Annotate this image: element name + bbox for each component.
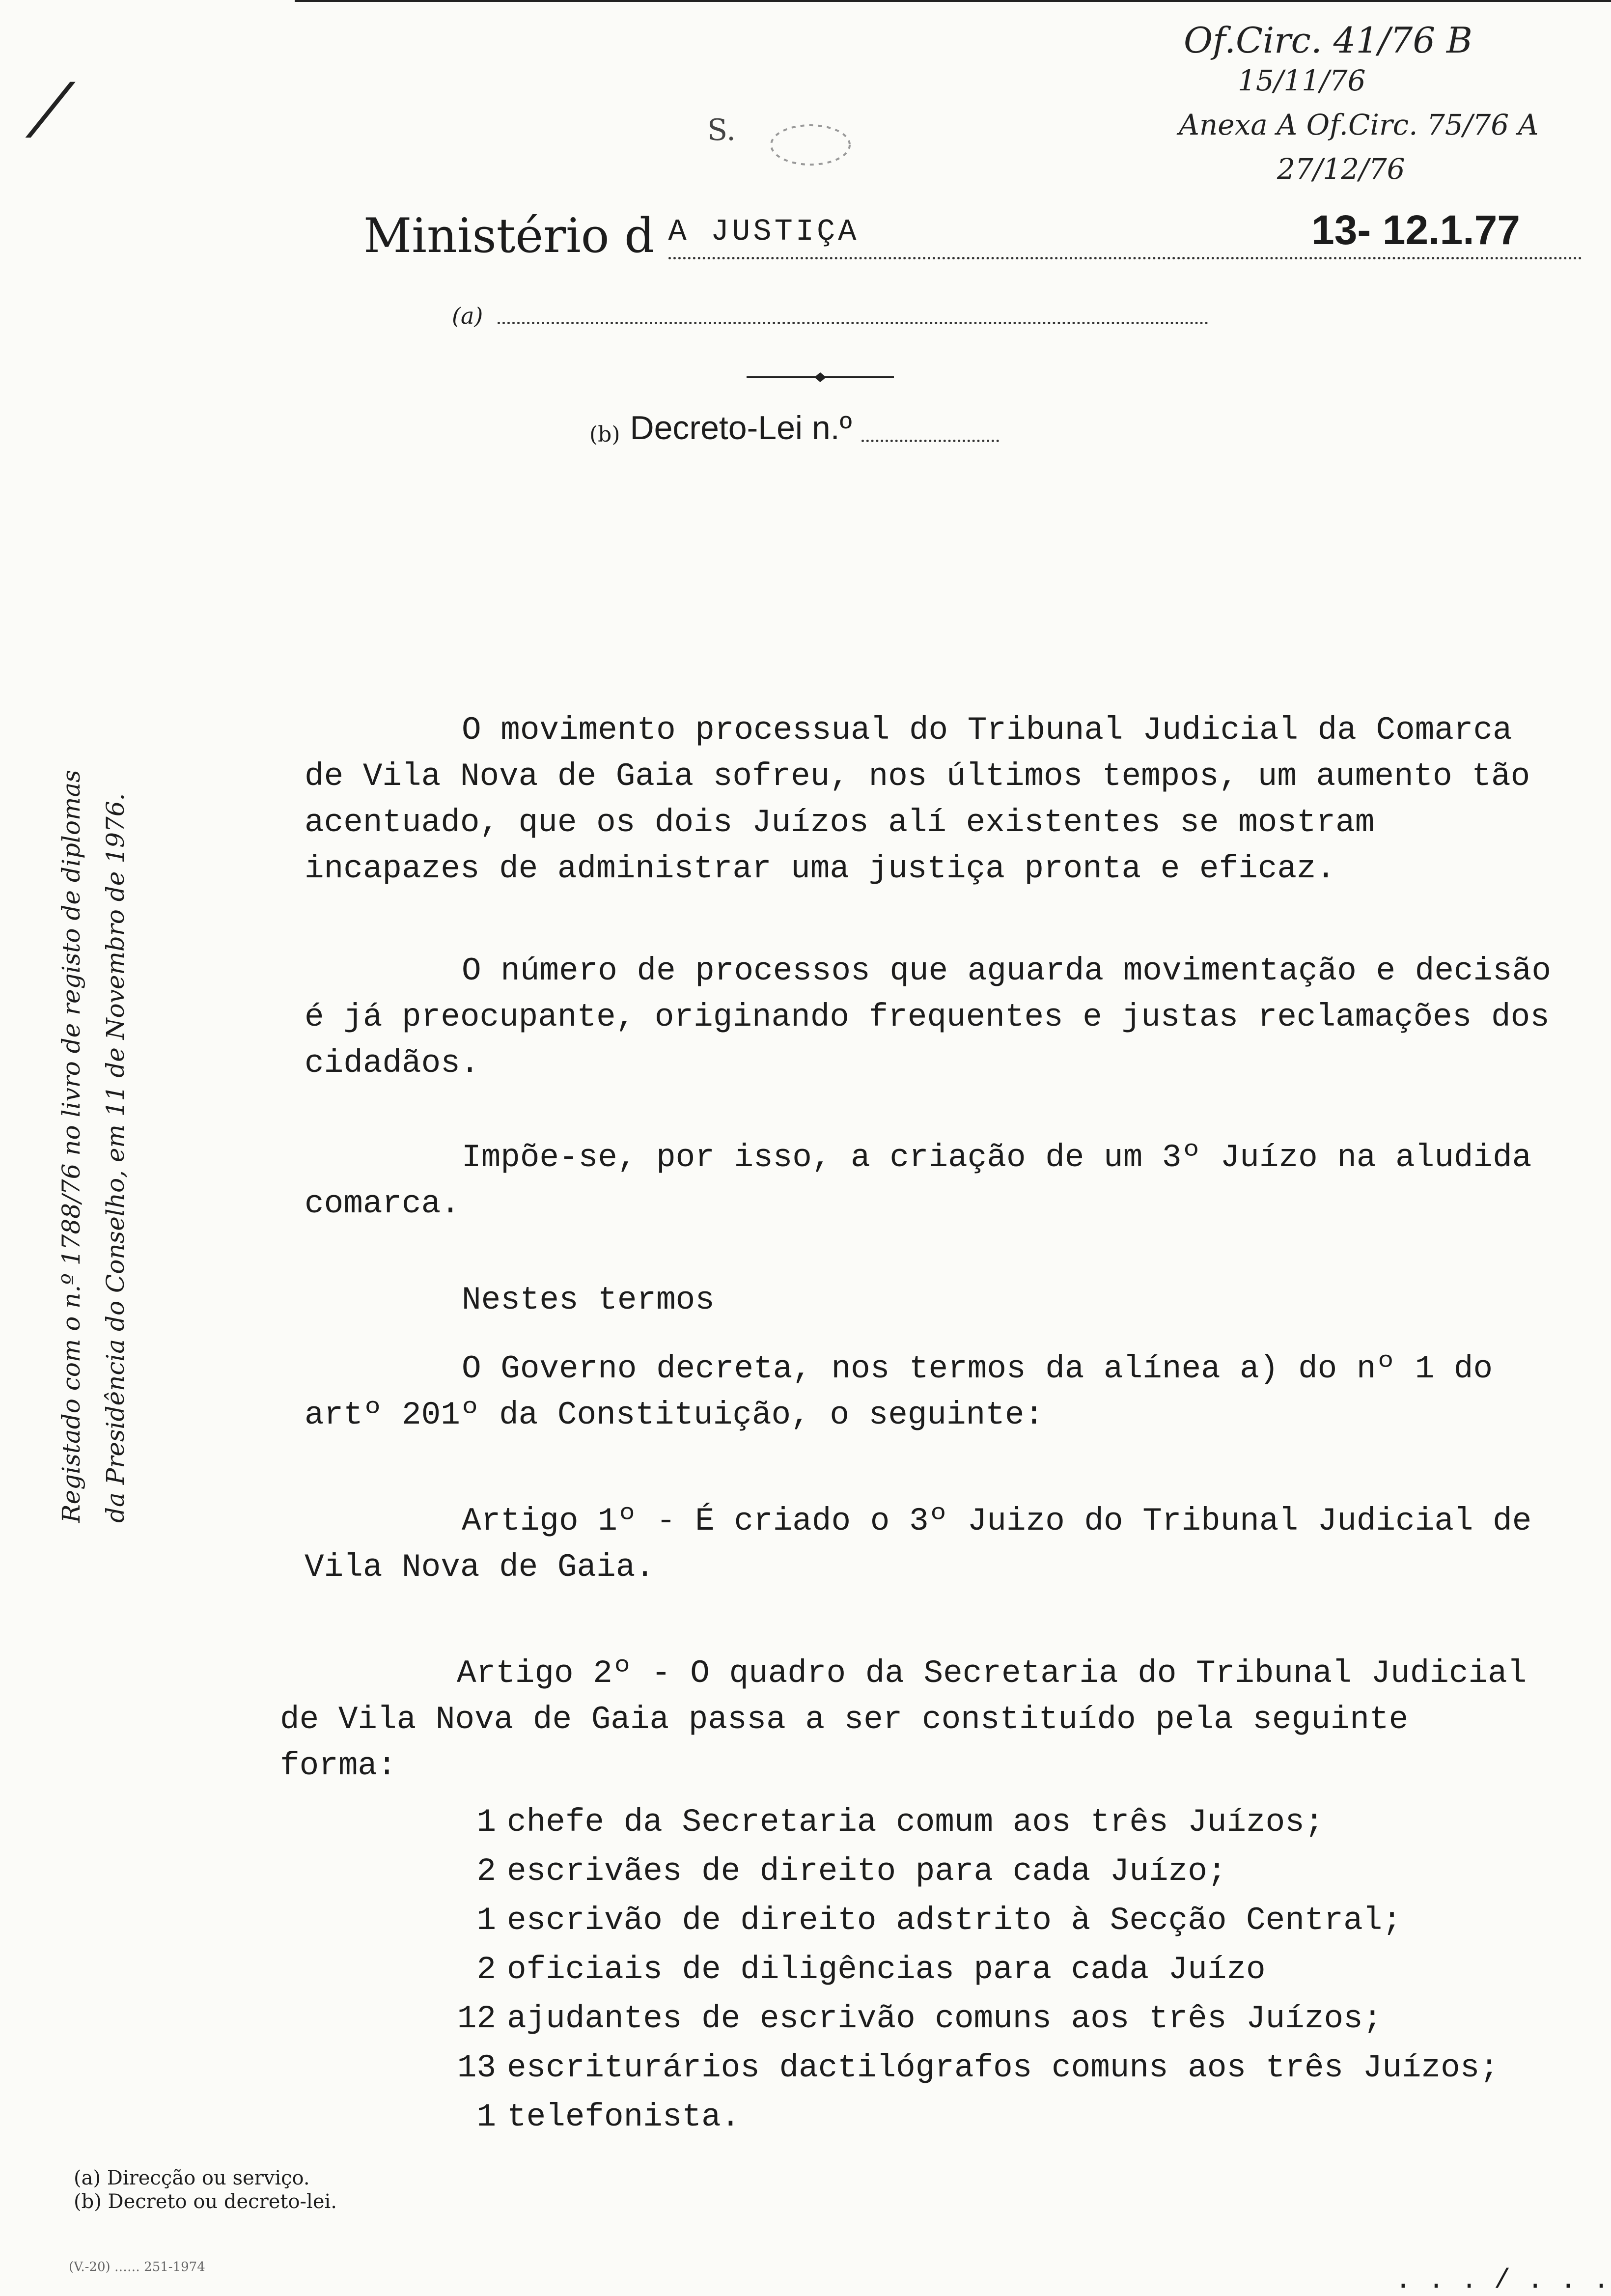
article-2	[280, 1651, 1537, 1789]
margin-scribble: ⁄	[44, 69, 57, 154]
top-rule	[295, 0, 1611, 2]
list-item: 12 ajudantes de escrivão comuns aos três Juízos;	[457, 2000, 1383, 2037]
registration-line-2: da Presidência do Conselho, em 11 de Novembro de 1976.	[101, 793, 130, 1523]
list-item: 13 escriturários dactilógrafos comuns aos três Juízos;	[457, 2049, 1499, 2086]
list-item: 1 escrivão de direito adstrito à Secção Central;	[476, 1902, 1402, 1939]
list-item: 2 oficiais de diligências para cada Juízo	[476, 1951, 1266, 1988]
staff-list	[442, 1798, 1572, 2142]
decree-field	[589, 403, 999, 447]
registration-line-1: Registado com o n.º 1788/76 no livro de registo de diplomas	[57, 770, 85, 1523]
direction-marker: (a)	[452, 303, 483, 329]
footnote-b: (b) Decreto ou decreto-lei.	[74, 2190, 337, 2213]
paragraph-5	[305, 1346, 1562, 1438]
paragraph-1	[305, 707, 1562, 892]
stamp-code: 13- 12.1.77	[1311, 207, 1521, 253]
registration-stamp	[49, 589, 196, 1523]
paragraph-2	[305, 948, 1562, 1087]
paragraph-5-text: O Governo decreta, nos termos da alínea a) do nº 1 do artº 201º da Constituição, o seguinte:	[305, 1350, 1493, 1433]
list-item: 1 telefonista.	[476, 2099, 741, 2135]
paragraph-3-text: Impõe-se, por isso, a criação de um 3º Juízo na aludida comarca.	[305, 1139, 1532, 1222]
article-1	[305, 1498, 1562, 1591]
blurred-stamp-mark	[766, 118, 855, 172]
handwritten-annotation	[1179, 20, 1582, 206]
decree-label: Decreto-Lei n.º	[630, 409, 852, 447]
continued-mark: . . . / . . .	[1395, 2265, 1610, 2296]
handwritten-line-4: 27/12/76	[1277, 152, 1405, 186]
ministry-label: Ministério d	[363, 208, 655, 263]
list-item: 1 chefe da Secretaria comum aos três Juízos;	[476, 1804, 1324, 1841]
footnotes	[74, 2166, 337, 2213]
paragraph-2-text: O número de processos que aguarda movimentação e decisão é já preocupante, originando frequentes e justas reclamações dos cidadãos.	[305, 952, 1551, 1082]
article-1-text: Artigo 1º - É criado o 3º Juizo do Tribunal Judicial de Vila Nova de Gaia.	[305, 1503, 1532, 1586]
printer-mark: (V.-20) …… 251-1974	[69, 2260, 205, 2274]
direction-field	[452, 295, 1208, 329]
decree-dotted-line	[861, 440, 999, 442]
paragraph-1-text: O movimento processual do Tribunal Judicial da Comarca de Vila Nova de Gaia sofreu, nos últimos tempos, um aumento tão acentuado, que os dois Juízos alí existentes se mostram incapazes de administrar uma justiça pronta e eficaz.	[305, 712, 1530, 887]
footnote-a: (a) Direcção ou serviço.	[74, 2167, 310, 2189]
paragraph-4: Nestes termos	[462, 1282, 715, 1318]
paragraph-3	[305, 1135, 1562, 1227]
handwritten-line-2: 15/11/76	[1238, 64, 1366, 97]
article-2-text: Artigo 2º - O quadro da Secretaria do Tribunal Judicial de Vila Nova de Gaia passa a ser constituído pela seguinte forma:	[280, 1655, 1527, 1784]
decree-marker: (b)	[589, 422, 620, 447]
ministry-name: A JUSTIÇA	[668, 214, 1582, 259]
direction-dotted-line	[498, 322, 1208, 324]
handwritten-line-1: Of.Circ. 41/76 B	[1184, 20, 1472, 61]
ornament-divider	[747, 371, 894, 383]
partial-stamp: S.	[707, 113, 736, 147]
handwritten-line-3: Anexa A Of.Circ. 75/76 A	[1179, 108, 1539, 141]
list-item: 2 escrivães de direito para cada Juízo;	[476, 1853, 1227, 1890]
